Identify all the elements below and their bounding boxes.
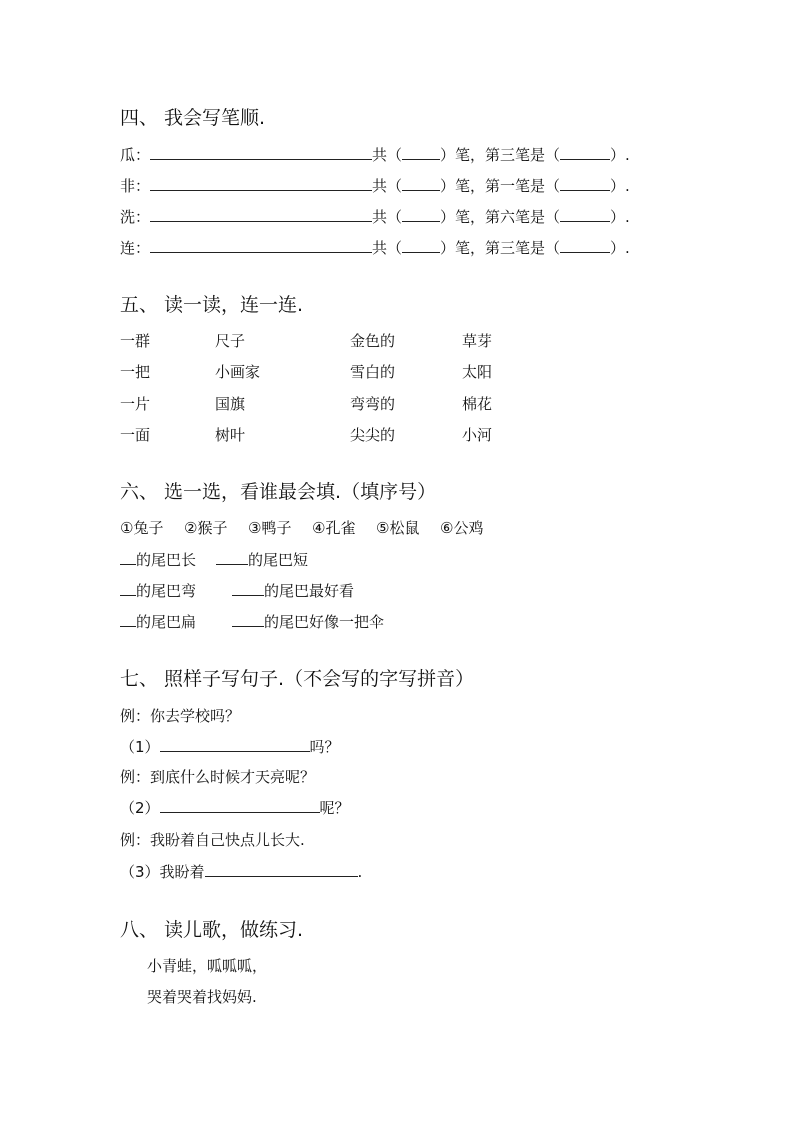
nth-stroke-text: ）笔，第三笔是（: [440, 146, 561, 164]
example-sentence: 例：你去学校吗？: [120, 707, 241, 725]
answer-blank[interactable]: [120, 550, 136, 565]
option-item: ③鸭子: [248, 519, 292, 537]
sentence-question: [120, 798, 350, 818]
section-7-title: 七、 照样子写句子.（不会写的字写拼音）: [120, 668, 475, 690]
row-end: ）.: [610, 208, 630, 226]
sentence-ending: 呢？: [319, 799, 350, 817]
section-5-title: 五、 读一读，连一连.: [120, 294, 304, 316]
character-label: 连：: [120, 239, 151, 257]
sentence-question: [120, 737, 340, 757]
row-end: ）.: [610, 146, 630, 164]
fill-item: [232, 612, 384, 632]
sentence-question: [120, 862, 362, 882]
match-word[interactable]: 一把: [120, 363, 151, 381]
fill-item: [120, 550, 196, 570]
answer-blank[interactable]: [216, 550, 248, 565]
question-prefix: （3）我盼着: [120, 863, 205, 881]
sentence-ending: .: [357, 863, 363, 881]
answer-blank[interactable]: [205, 862, 358, 877]
answer-blank[interactable]: [232, 581, 264, 596]
stroke-order-blank[interactable]: [150, 207, 372, 222]
match-word[interactable]: 弯弯的: [350, 395, 396, 413]
fill-item: [120, 581, 196, 601]
option-item: ⑤松鼠: [376, 519, 420, 537]
nth-stroke-blank[interactable]: [560, 145, 610, 160]
poem-line: 小青蛙，呱呱呱，: [147, 957, 268, 975]
match-word[interactable]: 太阳: [462, 363, 493, 381]
match-word[interactable]: 小画家: [215, 363, 261, 381]
character-label: 非：: [120, 177, 151, 195]
character-label: 瓜：: [120, 146, 151, 164]
fill-text: 的尾巴扁: [136, 613, 197, 631]
stroke-order-blank[interactable]: [150, 238, 372, 253]
match-word[interactable]: 尺子: [215, 332, 246, 350]
section-6-title: 六、 选一选，看谁最会填.（填序号）: [120, 481, 437, 503]
match-word[interactable]: 草芽: [462, 332, 493, 350]
stroke-count-blank[interactable]: [402, 207, 440, 222]
stroke-count-blank[interactable]: [402, 145, 440, 160]
count-open: 共（: [372, 239, 403, 257]
match-word[interactable]: 棉花: [462, 395, 493, 413]
answer-blank[interactable]: [120, 612, 136, 627]
section-8-title: 八、 读儿歌，做练习.: [120, 919, 304, 941]
match-word[interactable]: 雪白的: [350, 363, 396, 381]
nth-stroke-blank[interactable]: [560, 207, 610, 222]
option-item: ⑥公鸡: [440, 519, 484, 537]
fill-text: 的尾巴好像一把伞: [264, 613, 385, 631]
nth-stroke-blank[interactable]: [560, 238, 610, 253]
count-open: 共（: [372, 146, 403, 164]
nth-stroke-text: ）笔，第六笔是（: [440, 208, 561, 226]
match-word[interactable]: 一片: [120, 395, 151, 413]
match-word[interactable]: 一面: [120, 426, 151, 444]
row-end: ）.: [610, 239, 630, 257]
nth-stroke-blank[interactable]: [560, 176, 610, 191]
example-sentence: 例：到底什么时候才天亮呢？: [120, 768, 316, 786]
question-number: （2）: [120, 799, 160, 817]
match-word[interactable]: 一群: [120, 332, 151, 350]
count-open: 共（: [372, 208, 403, 226]
fill-item: [120, 612, 196, 632]
stroke-row: [120, 145, 630, 165]
example-sentence: 例：我盼着自己快点儿长大.: [120, 831, 305, 849]
option-item: ②猴子: [184, 519, 228, 537]
fill-text: 的尾巴最好看: [264, 582, 355, 600]
match-word[interactable]: 小河: [462, 426, 493, 444]
match-word[interactable]: 国旗: [215, 395, 246, 413]
match-word[interactable]: 尖尖的: [350, 426, 396, 444]
answer-blank[interactable]: [232, 612, 264, 627]
fill-item: [232, 581, 354, 601]
stroke-row: [120, 207, 630, 227]
question-number: （1）: [120, 738, 160, 756]
stroke-count-blank[interactable]: [402, 238, 440, 253]
poem-line: 哭着哭着找妈妈.: [147, 988, 257, 1006]
nth-stroke-text: ）笔，第三笔是（: [440, 239, 561, 257]
stroke-order-blank[interactable]: [150, 176, 372, 191]
option-item: ①兔子: [120, 519, 164, 537]
row-end: ）.: [610, 177, 630, 195]
character-label: 洗：: [120, 208, 151, 226]
count-open: 共（: [372, 177, 403, 195]
nth-stroke-text: ）笔，第一笔是（: [440, 177, 561, 195]
answer-blank[interactable]: [160, 798, 320, 813]
fill-item: [216, 550, 308, 570]
match-word[interactable]: 金色的: [350, 332, 396, 350]
stroke-count-blank[interactable]: [402, 176, 440, 191]
stroke-row: [120, 238, 630, 258]
stroke-order-blank[interactable]: [150, 145, 372, 160]
option-item: ④孔雀: [312, 519, 356, 537]
sentence-ending: 吗？: [309, 738, 340, 756]
answer-blank[interactable]: [120, 581, 136, 596]
fill-text: 的尾巴弯: [136, 582, 197, 600]
fill-text: 的尾巴短: [248, 551, 309, 569]
stroke-row: [120, 176, 630, 196]
match-word[interactable]: 树叶: [215, 426, 246, 444]
section-4-title: 四、 我会写笔顺.: [120, 107, 266, 129]
fill-text: 的尾巴长: [136, 551, 197, 569]
answer-blank[interactable]: [160, 737, 310, 752]
